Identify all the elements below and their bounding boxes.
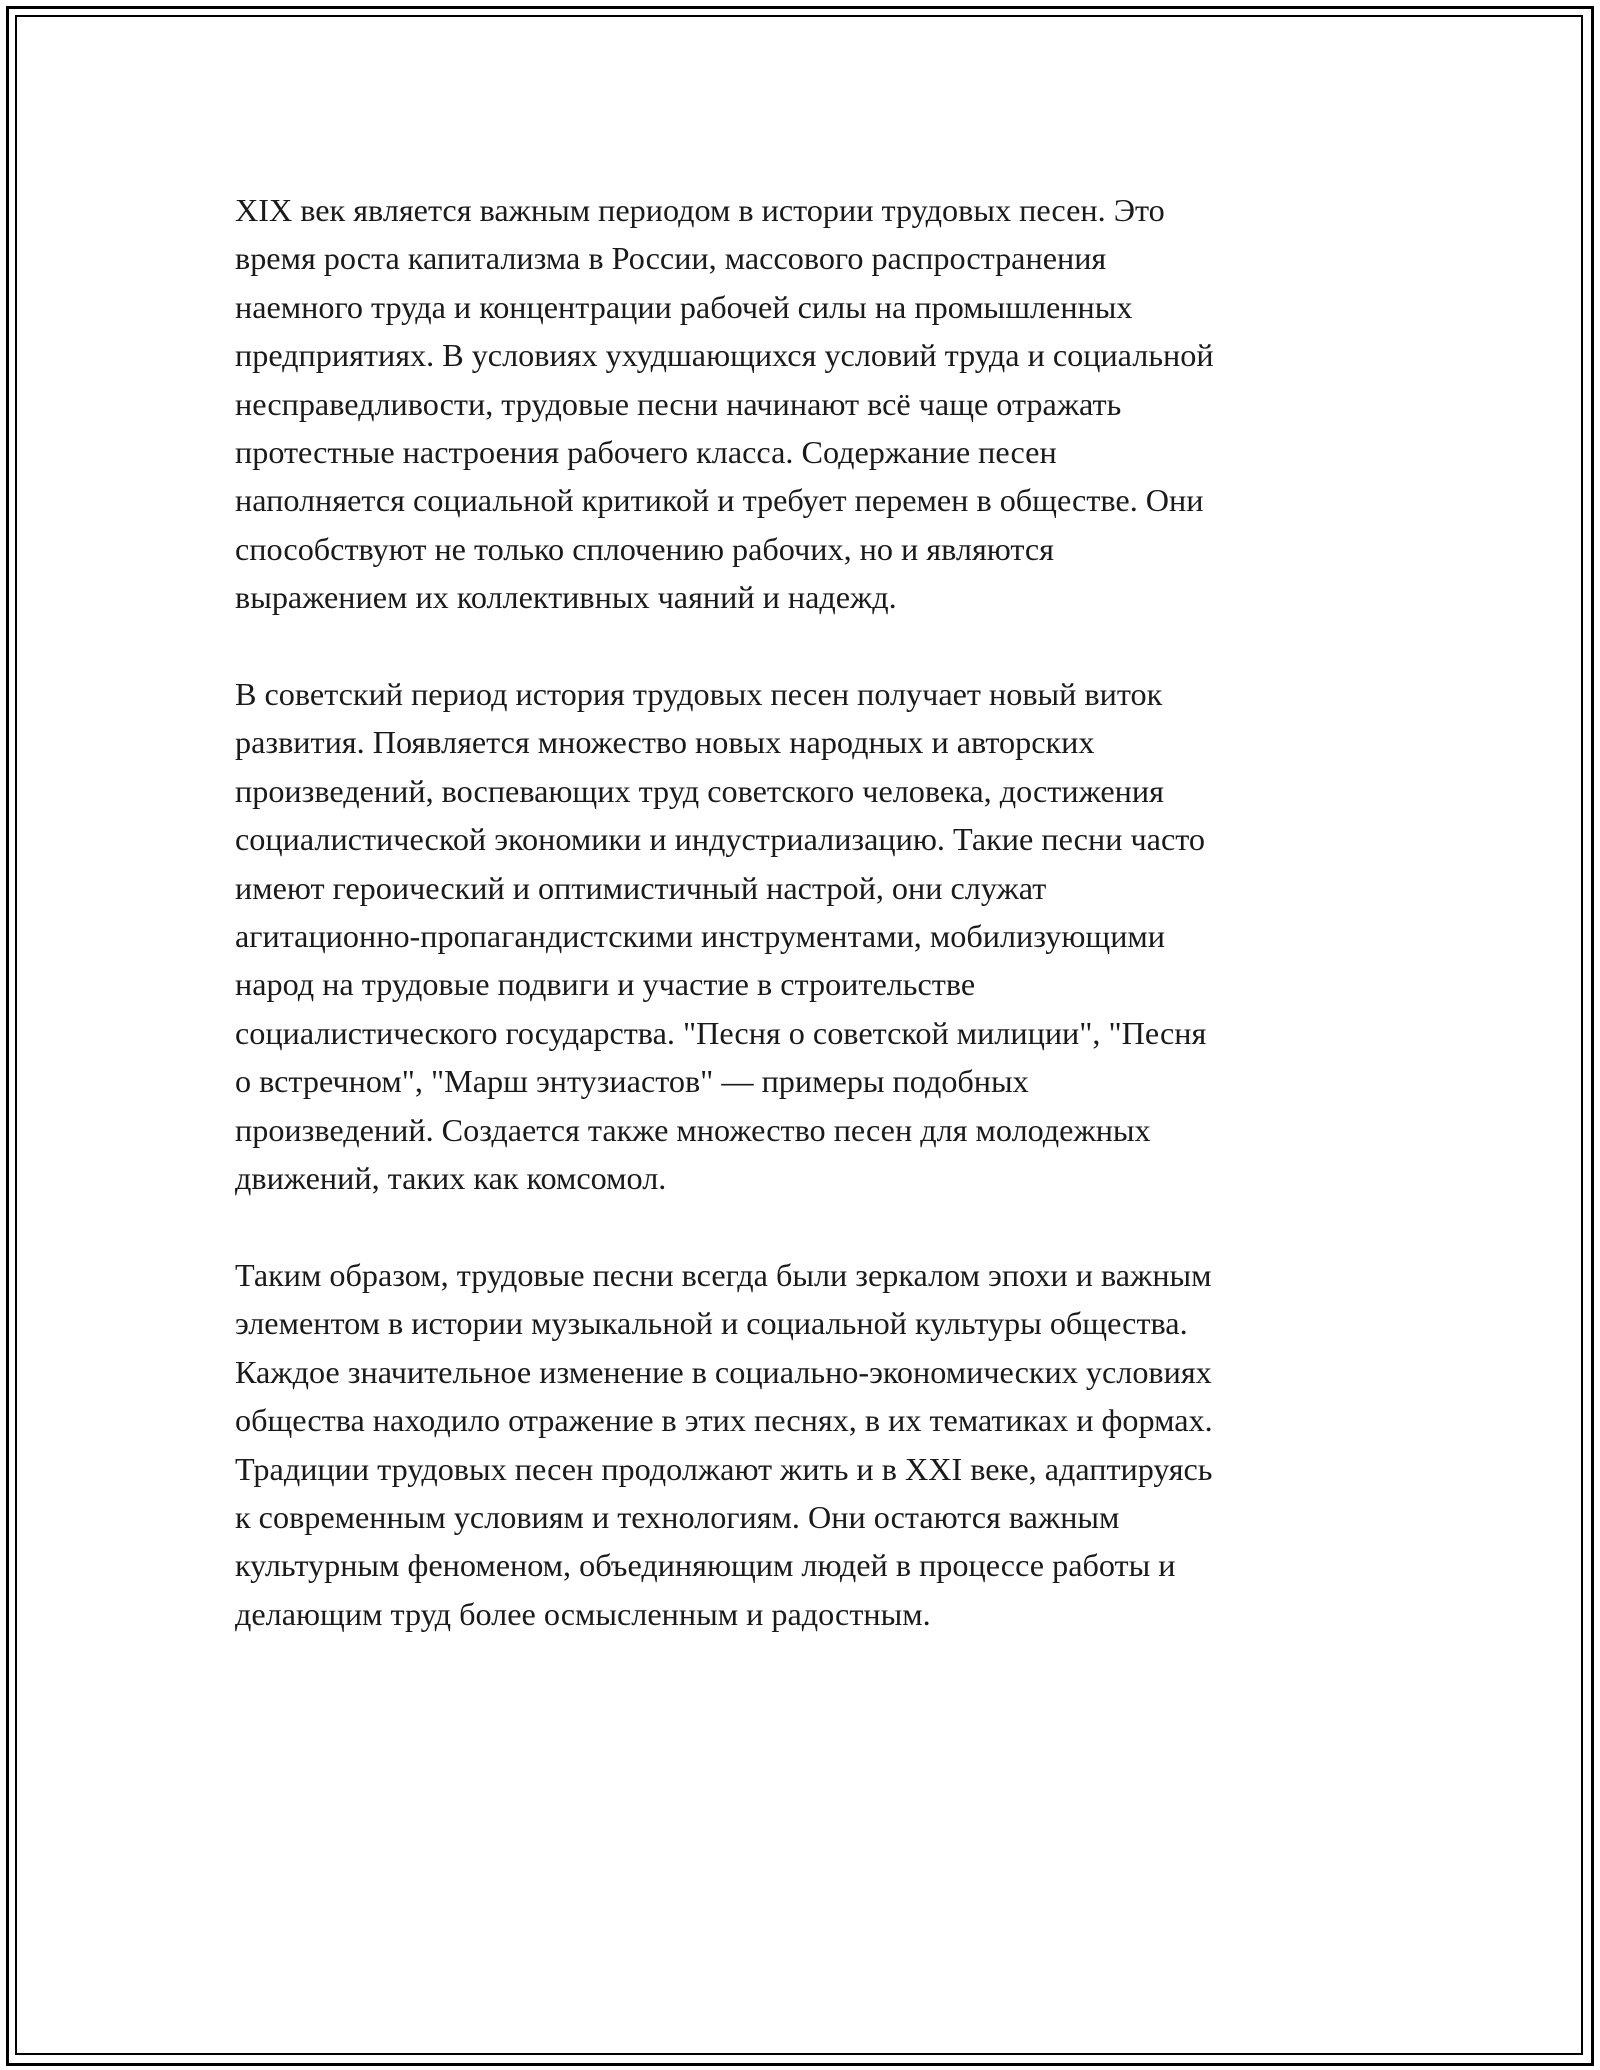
text-line: к современным условиям и технологиям. Они остаются важным [235, 1498, 1120, 1535]
text-line: народ на трудовые подвиги и участие в строительстве [235, 966, 976, 1003]
text-line: общества находило отражение в этих песнях, в их тематиках и формах. [235, 1402, 1213, 1439]
text-line: движений, таких как комсомол. [235, 1160, 667, 1197]
text-line: протестные настроения рабочего класса. Содержание песен [235, 434, 1057, 471]
text-line: В советский период история трудовых песен получает новый виток [235, 676, 1163, 713]
text-line: способствуют не только сплочению рабочих, но и являются [235, 530, 1054, 567]
document-body [235, 186, 1385, 1687]
paragraph-1 [235, 186, 1385, 622]
text-line: о встречном", "Марш энтузиастов" — примеры подобных [235, 1063, 1029, 1100]
text-line: делающим труд более осмысленным и радостным. [235, 1595, 931, 1632]
text-line: агитационно-пропагандистскими инструментами, мобилизующими [235, 918, 1166, 955]
paragraph-2 [235, 670, 1385, 1202]
text-line: несправедливости, трудовые песни начинают всё чаще отражать [235, 385, 1122, 422]
text-line: элементом в истории музыкальной и социальной культуры общества. [235, 1305, 1188, 1342]
text-line: произведений. Создается также множество песен для молодежных [235, 1111, 1151, 1148]
text-line: развития. Появляется множество новых народных и авторских [235, 724, 1095, 761]
text-line: наполняется социальной критикой и требует перемен в обществе. Они [235, 482, 1204, 519]
text-line: Таким образом, трудовые песни всегда были зеркалом эпохи и важным [235, 1256, 1212, 1293]
paragraph-3 [235, 1251, 1385, 1638]
text-line: время роста капитализма в России, массового распространения [235, 240, 1107, 277]
text-line: Каждое значительное изменение в социально-экономических условиях [235, 1353, 1212, 1390]
text-line: предприятиях. В условиях ухудшающихся условий труда и социальной [235, 337, 1214, 374]
text-line: социалистического государства. "Песня о советской милиции", "Песня [235, 1014, 1207, 1051]
text-line: социалистической экономики и индустриализацию. Такие песни часто [235, 821, 1205, 858]
text-line: культурным феноменом, объединяющим людей в процессе работы и [235, 1547, 1176, 1584]
text-line: наемного труда и концентрации рабочей силы на промышленных [235, 288, 1133, 325]
text-line: XIX век является важным периодом в истории трудовых песен. Это [235, 192, 1165, 228]
text-line: имеют героический и оптимистичный настрой, они служат [235, 869, 1047, 906]
text-line: выражением их коллективных чаяний и надежд. [235, 579, 897, 616]
text-line: произведений, воспевающих труд советского человека, достижения [235, 772, 1164, 809]
text-line: Традиции трудовых песен продолжают жить и в XXI веке, адаптируясь [235, 1450, 1213, 1487]
